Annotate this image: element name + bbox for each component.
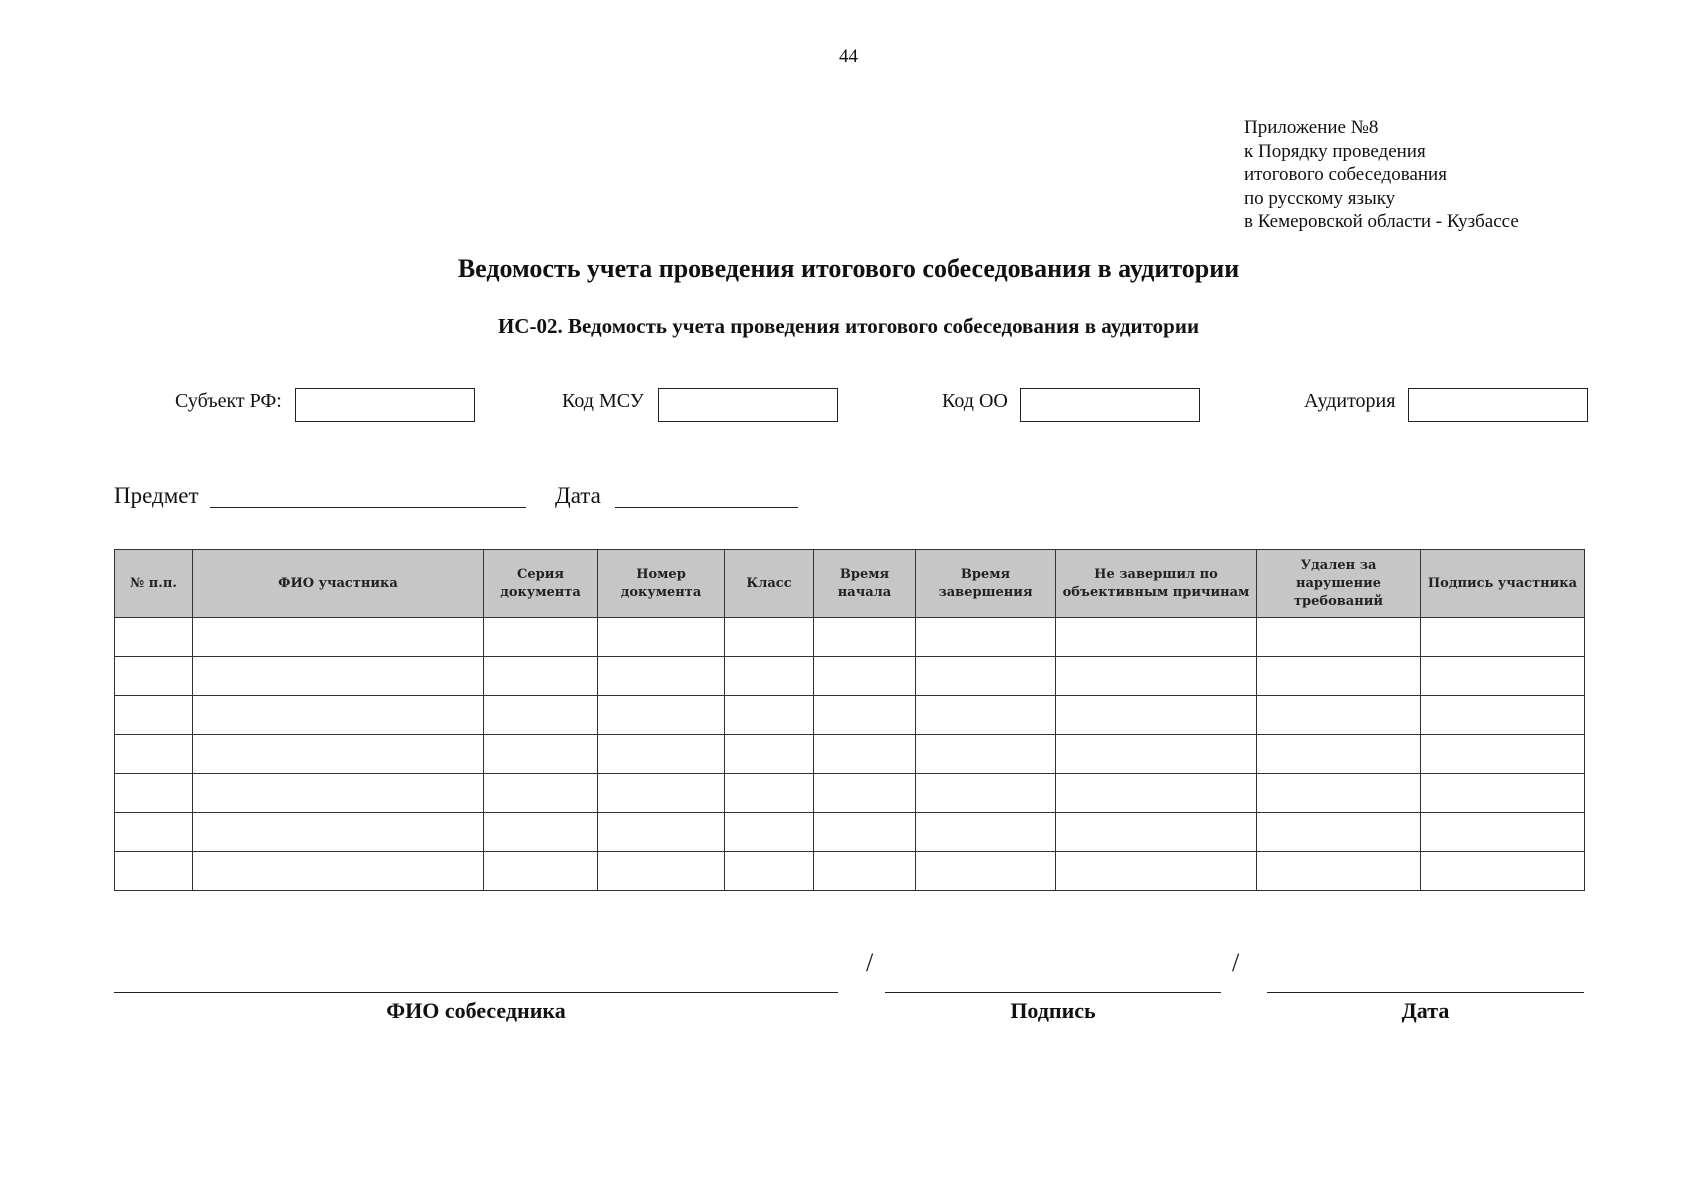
interviewer-name-caption: ФИО собеседника [386,998,566,1023]
table-cell[interactable] [115,813,193,852]
header-start-time: Время начала [814,550,916,618]
table-cell[interactable] [725,618,814,657]
table-cell[interactable] [1257,696,1421,735]
table-cell[interactable] [1421,618,1585,657]
header-end-time: Время завершения [916,550,1056,618]
table-cell[interactable] [484,696,598,735]
subject-rf-label: Субъект РФ: [175,390,282,412]
subject-label: Предмет [114,483,199,508]
table-cell[interactable] [814,657,916,696]
appendix-note [1244,116,1519,234]
table-cell[interactable] [1421,774,1585,813]
appendix-line: в Кемеровской области - Кузбассе [1244,211,1519,232]
table-cell[interactable] [115,618,193,657]
table-cell[interactable] [484,735,598,774]
table-cell[interactable] [1056,813,1257,852]
table-cell[interactable] [1257,813,1421,852]
table-cell[interactable] [916,852,1056,891]
table-cell[interactable] [193,813,484,852]
table-cell[interactable] [1056,774,1257,813]
table-cell[interactable] [1257,657,1421,696]
date-label: Дата [555,483,601,508]
table-cell[interactable] [598,735,725,774]
date-underline[interactable] [615,507,798,508]
table-cell[interactable] [598,618,725,657]
table-cell[interactable] [725,813,814,852]
table-cell[interactable] [725,735,814,774]
table-cell[interactable] [1421,735,1585,774]
subject-rf-field[interactable] [295,388,475,422]
table-cell[interactable] [115,735,193,774]
table-cell[interactable] [814,813,916,852]
table-row [115,774,1585,813]
table-cell[interactable] [1421,813,1585,852]
table-cell[interactable] [115,774,193,813]
table-cell[interactable] [1257,774,1421,813]
table-header-row [115,550,1585,618]
table-cell[interactable] [115,852,193,891]
table-cell[interactable] [193,774,484,813]
table-cell[interactable] [1056,657,1257,696]
date-line[interactable] [1267,992,1584,993]
auditorium-label: Аудитория [1304,390,1396,412]
table-cell[interactable] [916,618,1056,657]
table-cell[interactable] [484,852,598,891]
table-row [115,852,1585,891]
appendix-line: по русскому языку [1244,187,1396,209]
table-cell[interactable] [814,735,916,774]
table-cell[interactable] [484,774,598,813]
table-cell[interactable] [115,657,193,696]
table-cell[interactable] [1421,696,1585,735]
document-title: Ведомость учета проведения итогового собеседования в аудитории [457,254,1240,283]
table-cell[interactable] [484,657,598,696]
table-cell[interactable] [1421,657,1585,696]
table-cell[interactable] [598,657,725,696]
header-participant-name: ФИО участника [193,550,484,618]
header-document-number: Номер документа [598,550,725,618]
auditorium-field[interactable] [1408,388,1588,422]
table-cell[interactable] [1257,852,1421,891]
table-cell[interactable] [1257,735,1421,774]
table-cell[interactable] [1056,696,1257,735]
form-subtitle: ИС-02. Ведомость учета проведения итогового собеседования в аудитории [497,314,1200,338]
header-not-completed: Не завершил по объективным причинам [1056,550,1257,618]
table-row [115,813,1585,852]
msu-code-label: Код МСУ [562,390,644,412]
table-cell[interactable] [1056,852,1257,891]
table-cell[interactable] [598,852,725,891]
table-cell[interactable] [814,774,916,813]
appendix-line: к Порядку проведения [1244,140,1426,162]
signature-separator: / [1232,948,1240,977]
table-cell[interactable] [115,696,193,735]
table-cell[interactable] [725,852,814,891]
msu-code-field[interactable] [658,388,838,422]
header-document-series: Серия документа [484,550,598,618]
table-cell[interactable] [193,852,484,891]
header-grade: Класс [725,550,814,618]
table-cell[interactable] [598,774,725,813]
header-participant-signature: Подпись участника [1421,550,1585,618]
header-index: № п.п. [115,550,193,618]
table-cell[interactable] [193,657,484,696]
table-body [115,618,1585,891]
page-number: 44 [839,46,858,67]
header-removed: Удален за нарушение требований [1257,550,1421,618]
subject-underline[interactable] [210,507,526,508]
table-cell[interactable] [1421,852,1585,891]
table-cell[interactable] [916,813,1056,852]
table-cell[interactable] [916,696,1056,735]
table-cell[interactable] [814,852,916,891]
appendix-line: итогового собеседования [1244,164,1447,185]
date-caption: Дата [1401,998,1450,1023]
table-cell[interactable] [1056,618,1257,657]
table-cell[interactable] [484,813,598,852]
table-cell[interactable] [725,696,814,735]
table-cell[interactable] [725,774,814,813]
table-cell[interactable] [814,696,916,735]
table-cell[interactable] [725,657,814,696]
table-cell[interactable] [1056,735,1257,774]
register-table [114,549,1585,891]
table-cell[interactable] [814,618,916,657]
appendix-line: Приложение №8 [1244,117,1379,138]
signature-separator: / [866,948,874,977]
table-cell[interactable] [916,735,1056,774]
signature-caption: Подпись [1010,998,1096,1023]
table-cell[interactable] [193,735,484,774]
table-cell[interactable] [916,657,1056,696]
table-row [115,735,1585,774]
oo-code-field[interactable] [1020,388,1200,422]
signature-line[interactable] [885,992,1221,993]
table-cell[interactable] [1257,618,1421,657]
table-cell[interactable] [916,774,1056,813]
table-cell[interactable] [193,696,484,735]
table-row [115,657,1585,696]
table-cell[interactable] [598,813,725,852]
table-cell[interactable] [484,618,598,657]
table-cell[interactable] [598,696,725,735]
table-row [115,696,1585,735]
table-row [115,618,1585,657]
table-cell[interactable] [193,618,484,657]
interviewer-name-line[interactable] [114,992,838,993]
oo-code-label: Код ОО [942,390,1008,412]
